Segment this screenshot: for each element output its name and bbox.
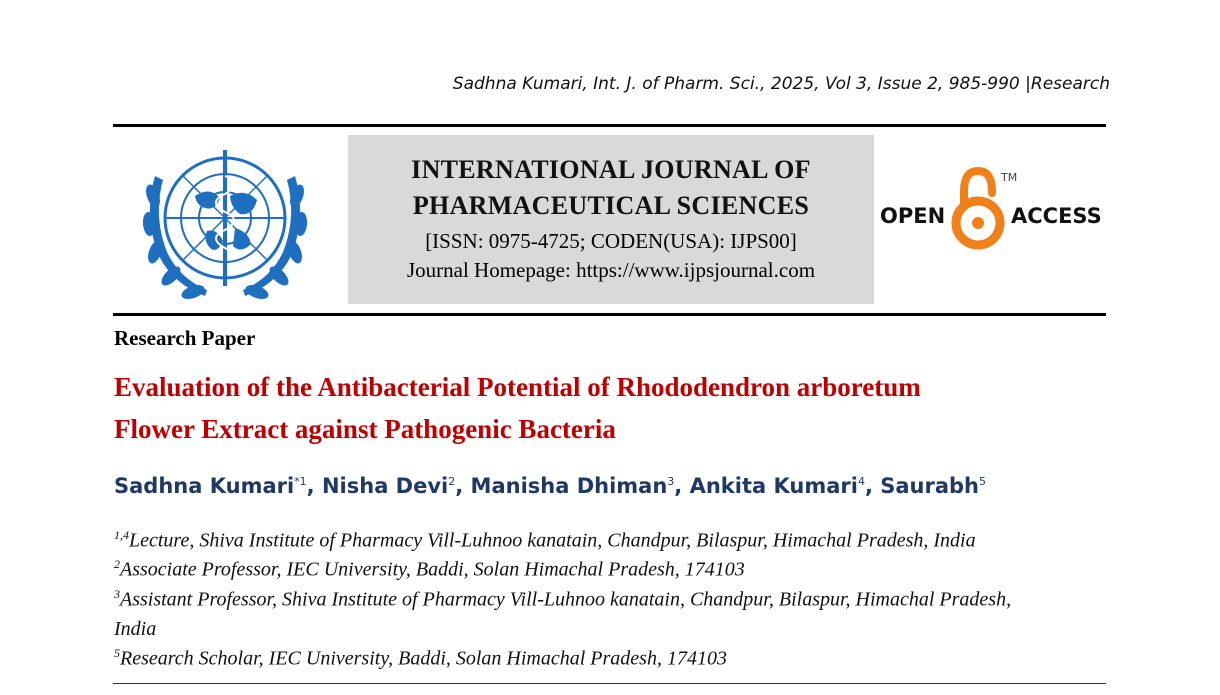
author-sup: *1 bbox=[294, 475, 307, 488]
open-lock-icon bbox=[956, 171, 1000, 245]
author-name: Nisha Devi bbox=[321, 474, 449, 498]
affiliation-sup: 5 bbox=[114, 646, 120, 660]
paper-title bbox=[114, 366, 1114, 450]
journal-name bbox=[348, 152, 874, 224]
affiliation-text: Lecture, Shiva Institute of Pharmacy Vill-Luhnoo kanatain, Chandpur, Bilaspur, Himachal Pradesh, India bbox=[129, 529, 976, 552]
author-name: Sadhna Kumari bbox=[114, 474, 295, 498]
author-name: Manisha Dhiman bbox=[470, 474, 668, 498]
author-sup: 4 bbox=[857, 475, 865, 488]
author-sup: 3 bbox=[667, 475, 675, 488]
affiliation-4 bbox=[114, 639, 1114, 674]
open-access-logo bbox=[880, 165, 1110, 255]
affiliation-text: Associate Professor, IEC University, Baddi, Solan Himachal Pradesh, 174103 bbox=[120, 558, 745, 581]
affiliation-sup: 1,4 bbox=[114, 528, 129, 542]
who-emblem-icon bbox=[125, 136, 325, 306]
affiliation-sup: 3 bbox=[114, 587, 120, 601]
running-head: Sadhna Kumari, Int. J. of Pharm. Sci., 2025, Vol 3, Issue 2, 985-990 |Research bbox=[452, 74, 1110, 94]
open-access-word-access: ACCESS bbox=[1011, 204, 1102, 228]
open-access-word-open: OPEN bbox=[880, 204, 946, 228]
journal-issn: [ISSN: 0975-4725; CODEN(USA): IJPS00] bbox=[425, 229, 797, 253]
affiliation-text: Assistant Professor, Shiva Institute of Pharmacy Vill-Luhnoo kanatain, Chandpur, Bilaspur, Himachal Pradesh, bbox=[120, 588, 1012, 611]
header-bottom-rule bbox=[113, 313, 1106, 316]
journal-name-line1: INTERNATIONAL JOURNAL OF bbox=[411, 155, 811, 184]
affiliation-text: Research Scholar, IEC University, Baddi, Solan Himachal Pradesh, 174103 bbox=[120, 647, 727, 670]
author-name: Saurabh bbox=[880, 474, 979, 498]
paper-title-line2: Flower Extract against Pathogenic Bacteria bbox=[114, 414, 616, 444]
journal-masthead bbox=[348, 135, 874, 304]
journal-name-line2: PHARMACEUTICAL SCIENCES bbox=[412, 191, 810, 220]
author-name: Ankita Kumari bbox=[689, 474, 858, 498]
trademark-mark: TM bbox=[1001, 171, 1018, 184]
affiliation-text-continued: India bbox=[114, 617, 157, 640]
affiliation-sup: 2 bbox=[114, 557, 120, 571]
author-sup: 2 bbox=[448, 475, 456, 488]
article-type: Research Paper bbox=[114, 326, 256, 350]
author-list: Sadhna Kumari$^{*1}$, Nisha Devi$^2$, Manisha Dhiman$^3$, Ankita Kumari$^4$, Saurabh$^5$ bbox=[114, 474, 986, 498]
author-sup: 5 bbox=[979, 475, 986, 488]
affiliation-3 bbox=[114, 580, 1114, 644]
header-top-rule bbox=[113, 124, 1106, 127]
journal-homepage: Journal Homepage: https://www.ijpsjournal.com bbox=[406, 258, 816, 282]
section-divider bbox=[113, 683, 1106, 684]
paper-title-line1: Evaluation of the Antibacterial Potential of Rhododendron arboretum bbox=[114, 372, 921, 402]
